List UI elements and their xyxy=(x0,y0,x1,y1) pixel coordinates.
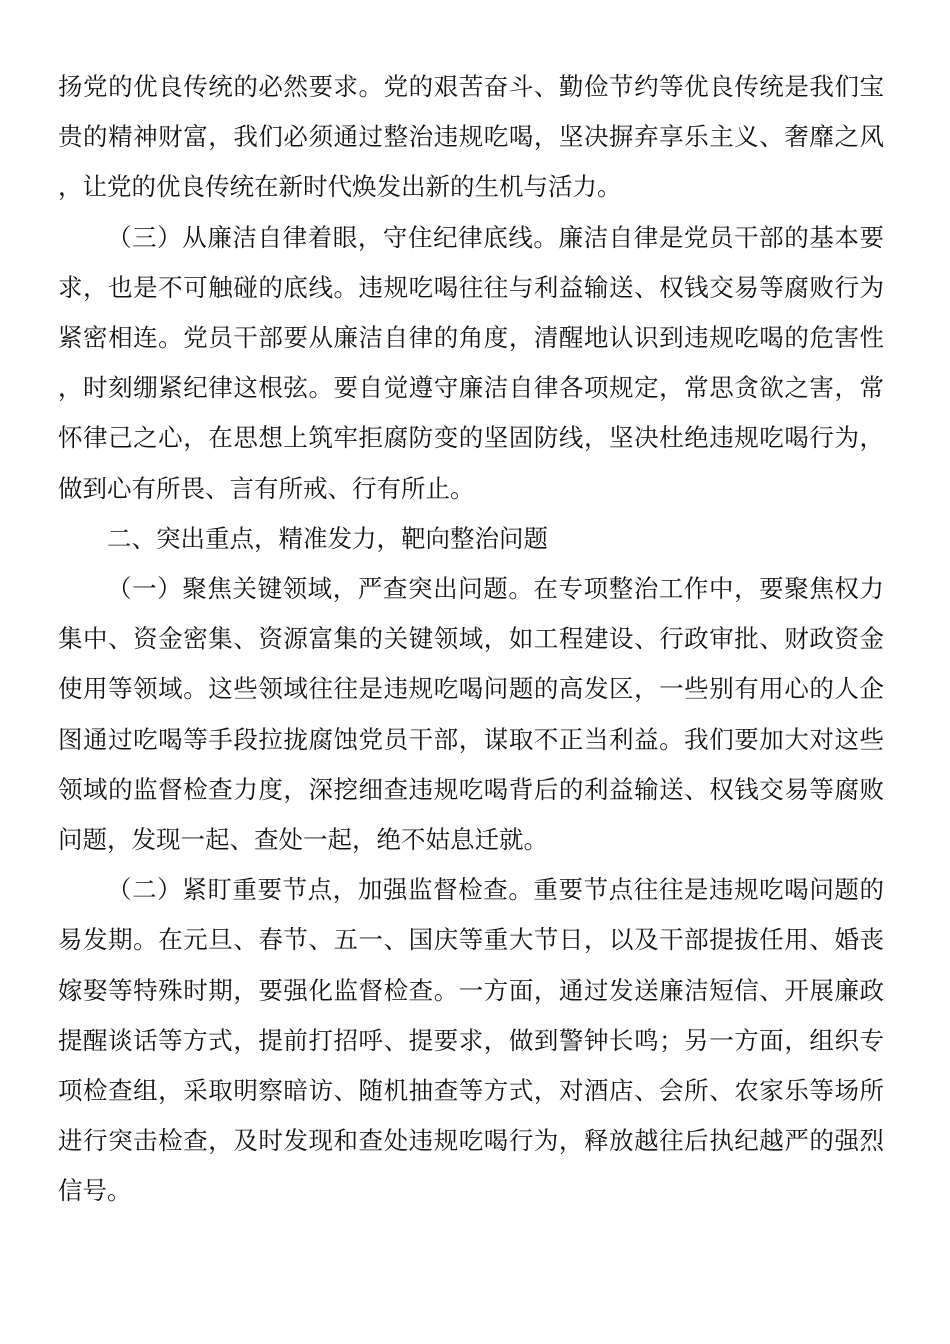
paragraph-integrity-discipline: （三）从廉洁自律着眼，守住纪律底线。廉洁自律是党员干部的基本要求，也是不可触碰的底线。违规吃喝往往与利益输送、权钱交易等腐败行为紧密相连。党员干部要从廉洁自律的角度，清醒地认识到违规吃喝的危害性，时刻绷紧纪律这根弦。要自觉遵守廉洁自律各项规定，常思贪欲之害，常怀律己之心，在思想上筑牢拒腐防变的坚固防线，坚决杜绝违规吃喝行为，做到心有所畏、言有所戒、行有所止。 xyxy=(58,222,884,503)
paragraph-key-nodes: （二）紧盯重要节点，加强监督检查。重要节点往往是违规吃喝问题的易发期。在元旦、春节、五一、国庆等重大节日，以及干部提拔任用、婚丧嫁娶等特殊时期，要强化监督检查。一方面，通过发送廉洁短信、开展廉政提醒谈话等方式，提前打招呼、提要求，做到警钟长鸣；另一方面，组织专项检查组，采取明察暗访、随机抽查等方式，对酒店、会所、农家乐等场所进行突击检查，及时发现和查处违规吃喝行为，释放越往后执纪越严的强烈信号。 xyxy=(58,875,884,1206)
document-body xyxy=(58,62,884,1217)
section-heading-two: 二、突出重点，精准发力，靶向整治问题 xyxy=(107,523,548,553)
paragraph-continuation: 扬党的优良传统的必然要求。党的艰苦奋斗、勤俭节约等优良传统是我们宝贵的精神财富，我们必须通过整治违规吃喝，坚决摒弃享乐主义、奢靡之风，让党的优良传统在新时代焕发出新的生机与活力。 xyxy=(58,72,884,202)
paragraph-key-areas: （一）聚焦关键领域，严查突出问题。在专项整治工作中，要聚焦权力集中、资金密集、资源富集的关键领域，如工程建设、行政审批、财政资金使用等领域。这些领域往往是违规吃喝问题的高发区，一些别有用心的人企图通过吃喝等手段拉拢腐蚀党员干部，谋取不正当利益。我们要加大对这些领域的监督检查力度，深挖细查违规吃喝背后的利益输送、权钱交易等腐败问题，发现一起、查处一起，绝不姑息迁就。 xyxy=(58,574,884,855)
